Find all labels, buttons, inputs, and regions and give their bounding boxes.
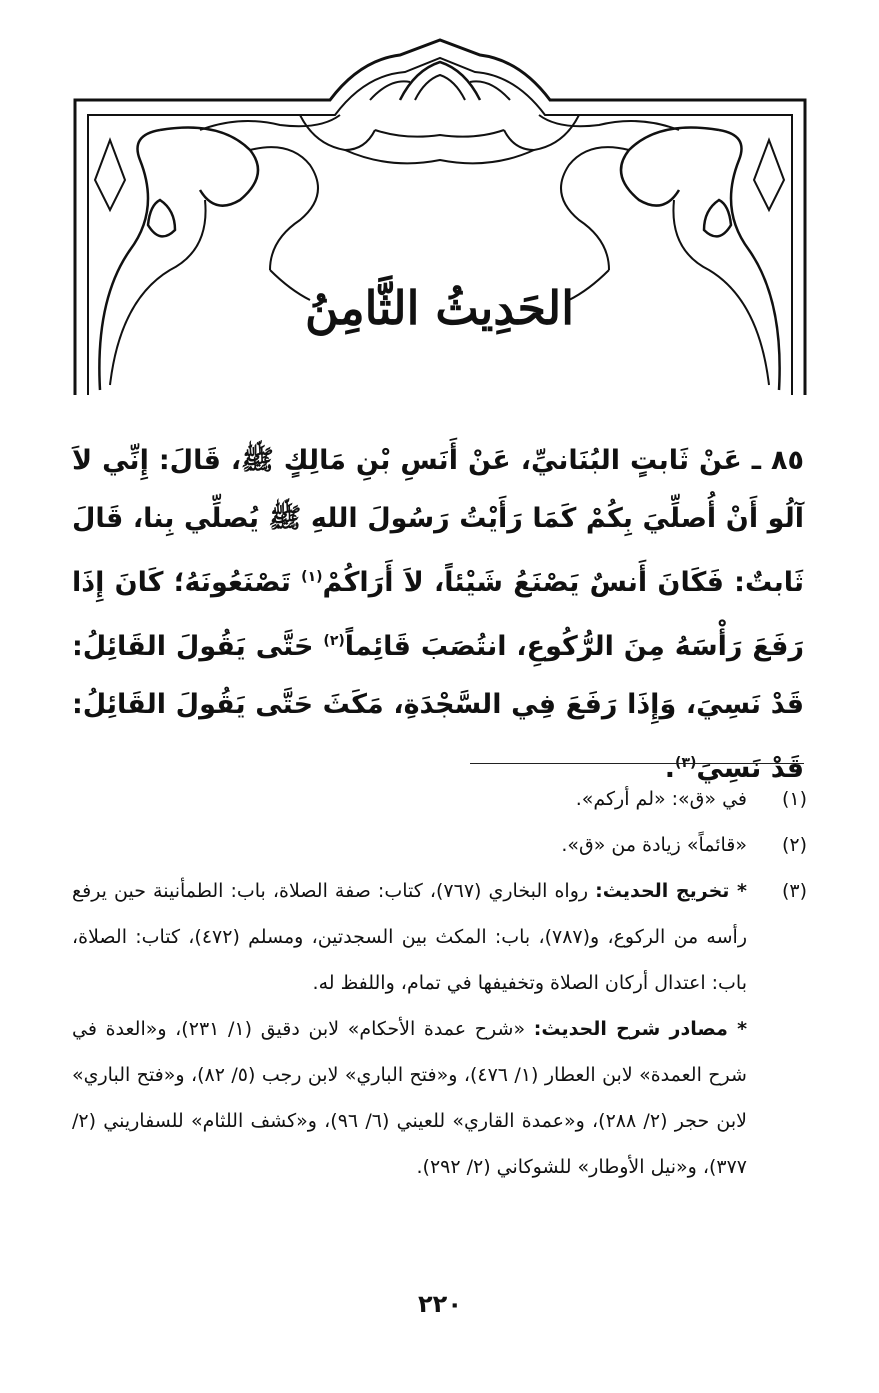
footnote-separator xyxy=(470,763,804,764)
footnote-item xyxy=(72,868,807,1006)
sources-label: * مصادر شرح الحديث: xyxy=(533,1018,748,1040)
footnotes xyxy=(72,776,807,1190)
footnote-marker-3: (٣) xyxy=(675,755,697,771)
footnote-number: (٢) xyxy=(781,834,807,856)
footnote-number: (٣) xyxy=(781,880,807,902)
chapter-title: الحَدِيثُ الثَّامِنُ xyxy=(305,281,574,335)
sources-body: «شرح عمدة الأحكام» لابن دقيق (١/ ٢٣١)، و«العدة في شرح العمدة» لابن العطار (١/ ٤٧٦)، و«فتح الباري» لابن رجب (٥/ ٨٢)، و«فتح الباري» لابن حجر (٢/ ٢٨٨)، و«عمدة القاري» للعيني (٦/ ٩٦)، و«كشف اللثام» للسفاريني (٢/ ٣٧٧)، و«نيل الأوطار» للشوكاني (٢/ ٢٩٢). xyxy=(72,1018,748,1178)
footnote-text: «قائماً» زيادة من «ق». xyxy=(561,834,747,856)
footnote-text xyxy=(72,868,747,1006)
footnote-item xyxy=(72,776,807,822)
hadith-text-part-2: تَصْنَعُونَهُ؛ كَانَ إِذَا رَفَعَ رَأْسَهُ مِنَ الرُّكُوعِ، انتُصَبَ قَائِماً xyxy=(72,567,804,662)
hadith-text-end: . xyxy=(664,753,676,784)
footnote-body: رواه البخاري (٧٦٧)، كتاب: صفة الصلاة، باب: الطمأنينة حين يرفع رأسه من الركوع، و(٧٨٧)، باب: المكث بين السجدتين، ومسلم (٤٧٢)، كتاب: الصلاة، باب: اعتدال أركان الصلاة وتخفيفها في تمام، واللفظ له. xyxy=(72,880,747,994)
page-number: ٢٢٠ xyxy=(418,1290,462,1318)
hadith-text xyxy=(72,432,804,798)
footnote-marker-1: (١) xyxy=(301,569,323,585)
hadith-text-part-1: ٨٥ ـ عَنْ ثَابتٍ البُنَانيِّ، عَنْ أَنَسِ بْنِ مَالِكٍ ﷺ، قَالَ: إِنِّي لاَ آلُو أَنْ أُصلِّيَ بِكُمْ كَمَا رَأَيْتُ رَسُولَ اللهِ ﷺ يُصلِّي بِنا، قَالَ ثَابتٌ: فَكَانَ أَنسٌ يَصْنَعُ شَيْئاً، لاَ أَرَاكُمْ xyxy=(72,445,804,598)
footnote-label: * تخريج الحديث: xyxy=(595,880,747,902)
footnote-text: في «ق»: «لم أركم». xyxy=(575,788,747,810)
commentary-sources xyxy=(72,1006,807,1190)
footnote-number: (١) xyxy=(781,788,807,810)
hadith-text-part-3: حَتَّى يَقُولَ القَائِلُ: قَدْ نَسِيَ، وَإِذَا رَفَعَ فِي السَّجْدَةِ، مَكَثَ حَتَّى يَقُولَ القَائِلُ: قَدْ نَسِيَ xyxy=(72,631,804,784)
footnote-item xyxy=(72,822,807,868)
footnote-marker-2: (٢) xyxy=(323,633,345,649)
